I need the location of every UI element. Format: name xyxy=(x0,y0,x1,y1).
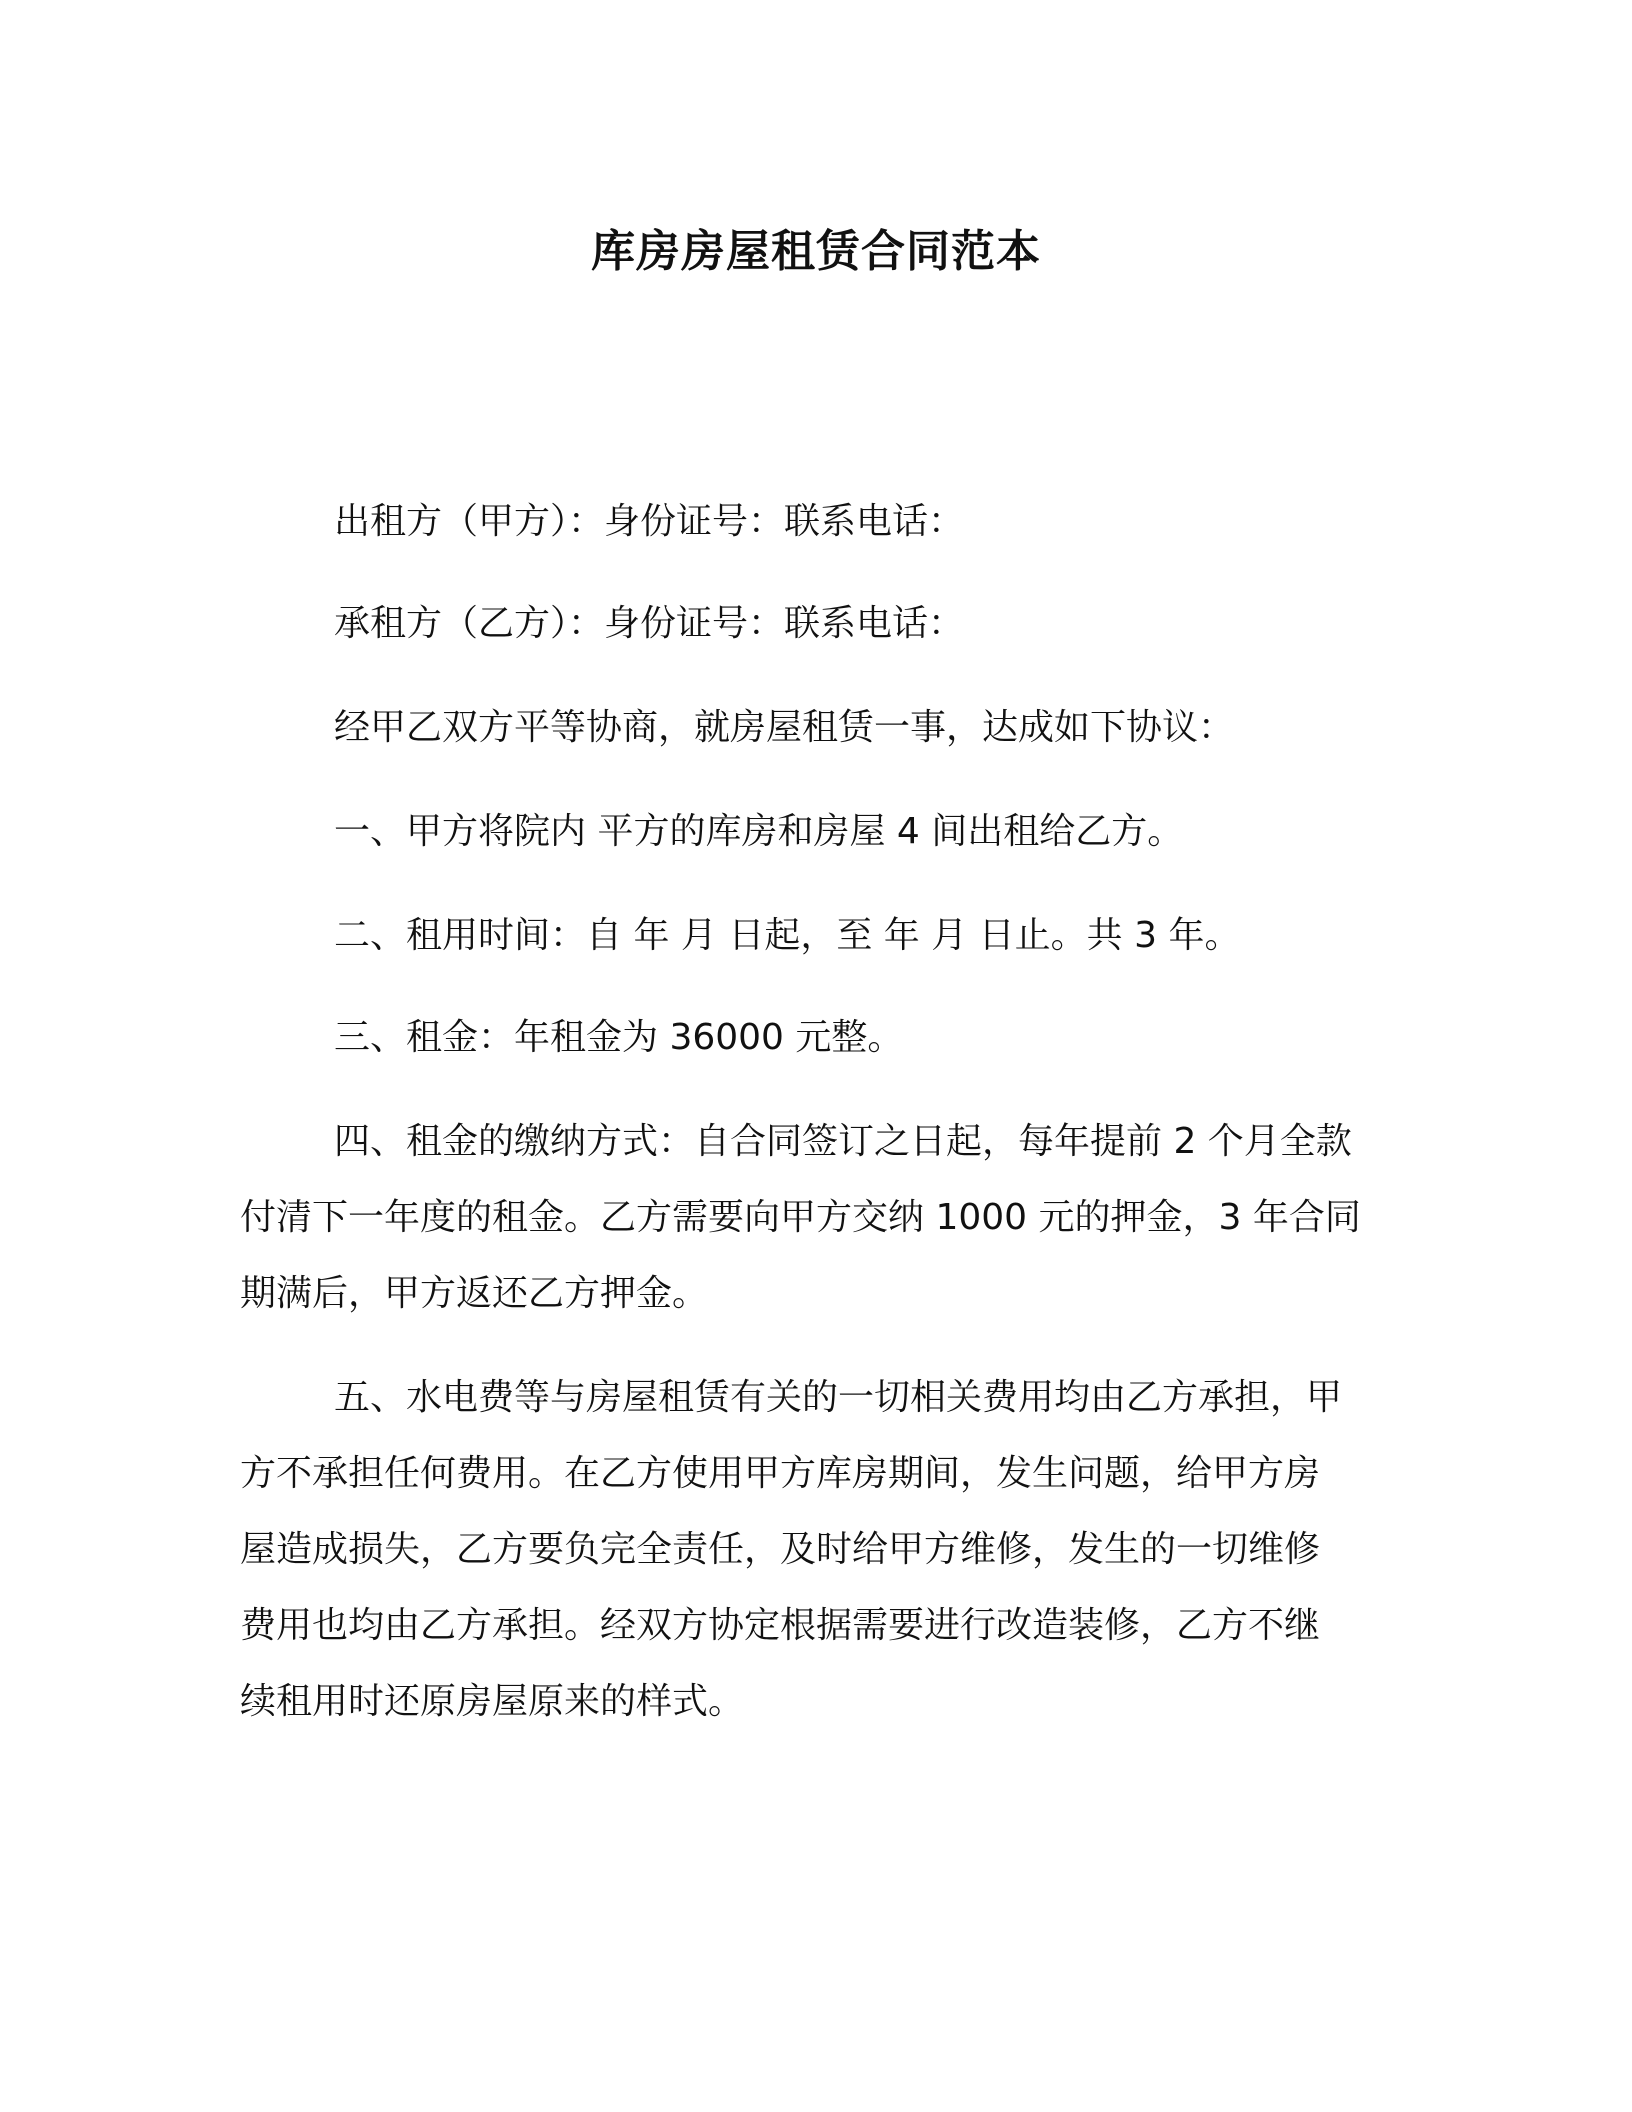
clause-5-line-2: 方不承担任何费用。在乙方使用甲方库房期间，发生问题，给甲方房 xyxy=(240,1453,1321,1494)
clause-4-line-1: 四、租金的缴纳方式：自合同签订之日起，每年提前 2 个月全款 xyxy=(334,1121,1352,1162)
clause-4-line-2: 付清下一年度的租金。乙方需要向甲方交纳 1000 元的押金，3 年合同 xyxy=(240,1197,1361,1238)
clause-4-line-3: 期满后，甲方返还乙方押金。 xyxy=(240,1273,709,1314)
clause-5-line-4: 费用也均由乙方承担。经双方协定根据需要进行改造装修，乙方不继 xyxy=(240,1605,1321,1646)
document-title: 库房房屋租赁合同范本 xyxy=(591,226,1041,277)
clause-3: 三、租金：年租金为 36000 元整。 xyxy=(334,1017,904,1058)
clause-1: 一、甲方将院内 平方的库房和房屋 4 间出租给乙方。 xyxy=(334,811,1184,852)
party-b-line: 承租方（乙方）：身份证号：联系电话： xyxy=(334,603,965,644)
clause-5-line-1: 五、水电费等与房屋租赁有关的一切相关费用均由乙方承担，甲 xyxy=(334,1377,1343,1418)
party-a-line: 出租方（甲方）：身份证号：联系电话： xyxy=(334,501,965,542)
clause-5-line-3: 屋造成损失，乙方要负完全责任，及时给甲方维修，发生的一切维修 xyxy=(240,1529,1321,1570)
clause-5-line-5: 续租用时还原房屋原来的样式。 xyxy=(240,1681,745,1722)
clause-4 xyxy=(240,1104,1390,1332)
clause-2: 二、租用时间：自 年 月 日起，至 年 月 日止。共 3 年。 xyxy=(334,915,1241,956)
intro-line: 经甲乙双方平等协商，就房屋租赁一事，达成如下协议： xyxy=(334,707,1235,748)
clause-5 xyxy=(240,1360,1390,1740)
